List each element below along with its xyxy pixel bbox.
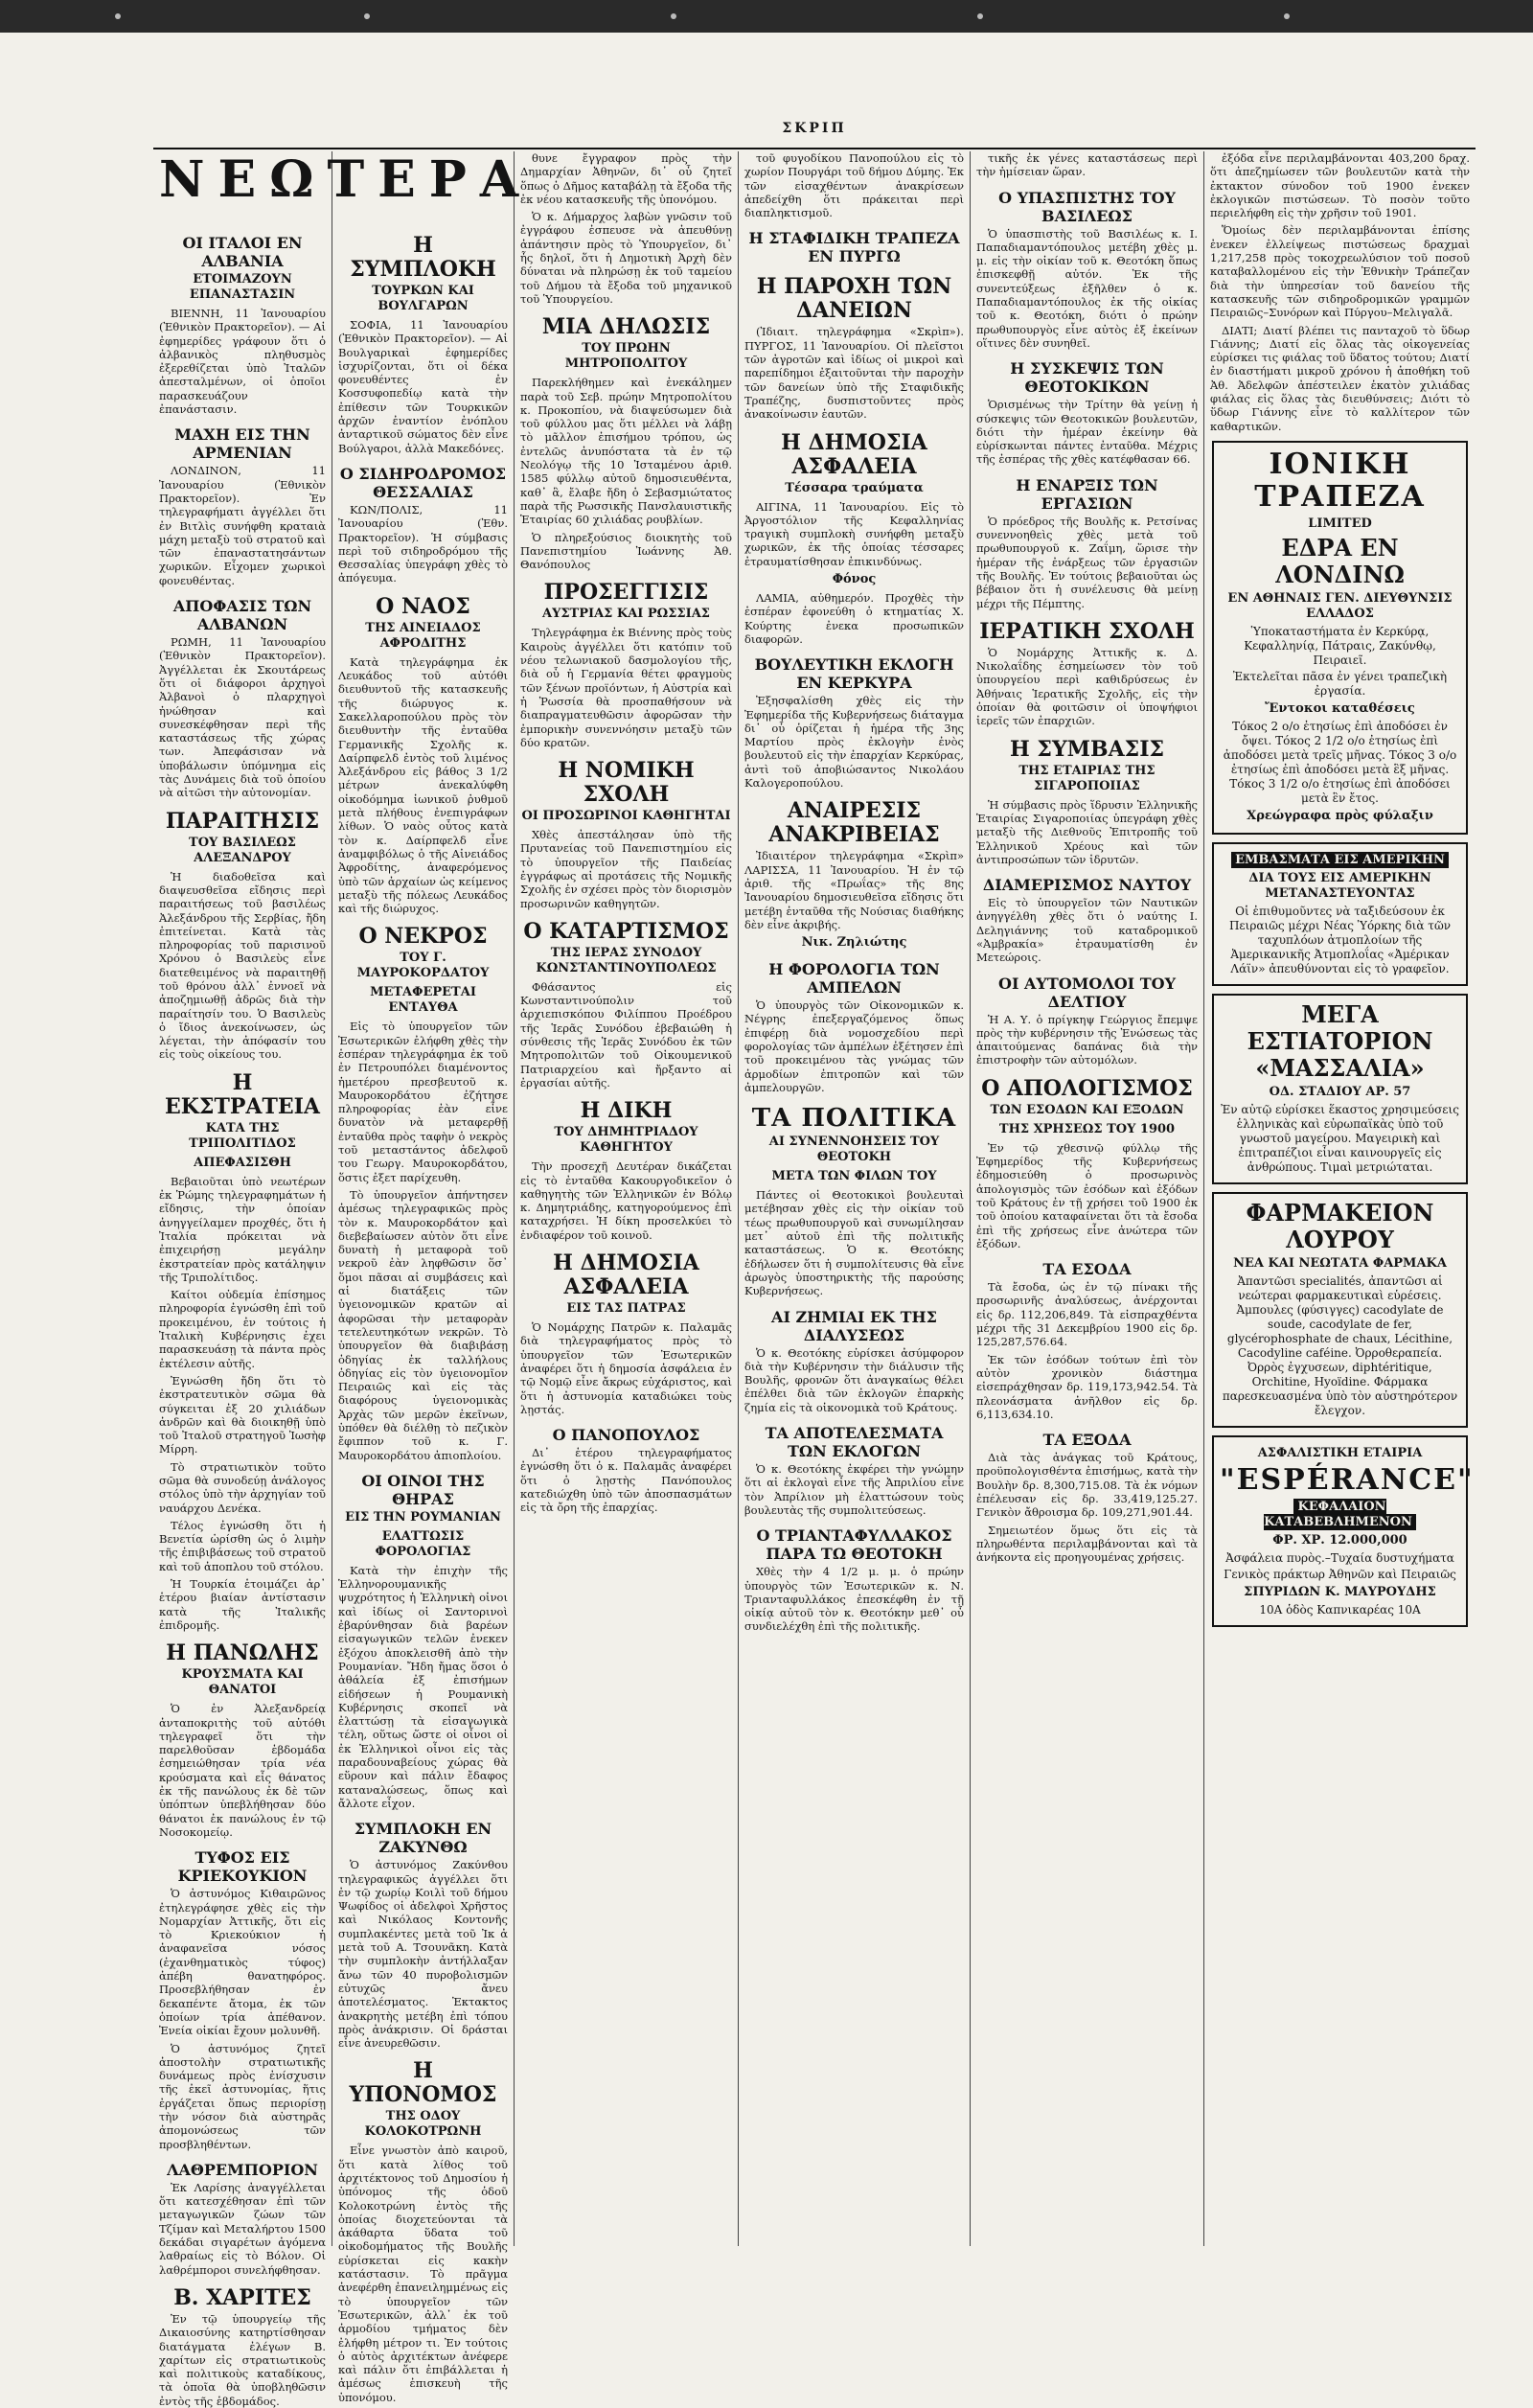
article-text: Ὁ Νομάρχης Πατρῶν κ. Παλαμᾶς διὰ τηλεγραφήματος πρὸς τὸ ὑπουργεῖον τῶν Ἐσωτερικῶν ἀναφέρει ὅτι ἡ δημοσία ἀσφάλεια ἐν τῷ Νομῷ εἶνε ἄκρως εὐχάριστος, καὶ ὅτι ἡ ἀστυνομία καταδιώκει τοὺς λῃστάς.: [520, 1320, 732, 1416]
ad-text: Ἐν αὐτῷ εὑρίσκει ἕκαστος χρησιμεύσεις ἑλληνικὰς καὶ εὐρωπαϊκὰς ὑπὸ τοῦ γνωστοῦ μαγείρου. Μαγειρικὴ καὶ ἐπιτραπέζιοι εἶναι καινουργεῖς εἰς ἀνθρώπους. Τιμαὶ μετριώταται.: [1221, 1102, 1459, 1174]
article-heading: Η ΣΤΑΦΙΔΙΚΗ ΤΡΑΠΕΖΑ ΕΝ ΠΥΡΓΩ: [748, 229, 960, 266]
article-text: Βεβαιοῦται ὑπὸ νεωτέρων ἐκ Ῥώμης τηλεγραφημάτων ἡ εἴδησις, τὴν ὁποίαν ἀνηγγείλαμεν προχθές, ὅτι ἡ Ἰταλία πρόκειται νὰ ἐπιχειρήσῃ μεγάλην ἐκστρατείαν πρὸς κατάληψιν τῆς Τριπολίτιδος.: [159, 1174, 326, 1284]
article-text: Ὁ πληρεξούσιος διοικητὴς τοῦ Πανεπιστημίου Ἰωάννης Ἀθ. Θανόπουλος: [520, 530, 732, 572]
article-subheading: Τέσσαρα τραύματα: [785, 480, 924, 495]
article-subheading: ΟΙ ΠΡΟΣΩΡΙΝΟΙ ΚΑΘΗΓΗΤΑΙ: [521, 809, 731, 824]
ad-title: ΦΑΡΜΑΚΕΙΟΝ ΛΟΥΡΟΥ: [1246, 1198, 1434, 1253]
ad-text: Οἱ ἐπιθυμοῦντες νὰ ταξιδεύσουν ἐκ Πειραιῶς μέχρι Νέας Ὑόρκης διὰ τῶν ταχυπλόων ἀτμοπλοίων τῆς Ἀμερικανικῆς Ἀτμοπλοΐας «Ἀμέρικαν Λάϊν» ἀπευθύνονται εἰς τὸ γραφεῖον.: [1228, 904, 1452, 975]
ad-ionian-bank: [1212, 441, 1468, 835]
article-subheading: ΤΟΥ Γ. ΜΑΥΡΟΚΟΡΔΑΤΟΥ: [356, 951, 490, 981]
article-heading: Η ΔΗΜΟΣΙΑ ΑΣΦΑΛΕΙΑ: [781, 429, 927, 479]
article-text: Ὁ κ. Δήμαρχος λαβὼν γνῶσιν τοῦ ἐγγράφου ἐσπευσε νὰ ἀπευθύνῃ ἀπάντησιν πρὸς τὸ Ὑπουργεῖον, δι᾽ ἧς δηλοῖ, ὅτι ἡ Δημοτικὴ Ἀρχὴ δὲν δύναται νὰ πληρώσῃ ἐκ τοῦ ταμείου τοῦ Δήμου τὰ ἔξοδα τοῦ μηχανικοῦ τοῦ Ὑπουργείου.: [520, 210, 732, 306]
column-2: [332, 224, 514, 2404]
article-text: Κατὰ τὴν ἐπιχὴν τῆς Ἑλληνορουμανικῆς ψυχρότητος ἡ Ἑλληνικὴ οἰνοι καὶ ἰδίως οἱ Σαντορινοὶ ἐβαρύνθησαν διὰ βαρέων εἰσαγωγικῶν τελῶν ἐνεκεν ἐξόχου ἀποκλεισθῆ ἀπὸ τὴν Ρουμανίαν. Ἤδη ἤμας ὅσοι ὁ ἀθάλεία ἐξ ἐπισήμων εἰδήσεων ἡ Ρουμανικὴ Κυβέρνησις σκοπεῖ νὰ ἐλαττώσῃ τὰ εἰσαγωγικὰ τέλη, οὕτως ὥστε οἱ οἶνοι οἱ ἐκ Ἑλληνικοὶ οἶνοι εἰς τὰς παραδουναβείους χώρας θὰ εὕρουν καὶ πάλιν ἔδαφος καταναλώσεως, ὅπως καὶ ἄλλοτε εἶχον.: [338, 1563, 508, 1810]
article-heading: ΛΑΘΡΕΜΠΟΡΙΟΝ: [167, 2160, 318, 2179]
article-heading: Ο ΝΑΟΣ: [376, 593, 470, 619]
article-text: ΑΙΓΙΝΑ, 11 Ἰανουαρίου. Εἰς τὸ Ἀργοστόλιον τῆς Κεφαλληνίας τραγικὴ συμπλοκὴ συνήφθη μεταξὺ χωρικῶν, ἐκ τῆς ὁποίας τέσσαρες ἐτραυματίσθησαν ἐπικινδύνως.: [744, 499, 964, 568]
article-subheading: ΜΕΤΑ ΤΩΝ ΦΙΛΩΝ ΤΟΥ: [771, 1169, 937, 1184]
ad-restaurant-massalia: [1212, 994, 1468, 1184]
article-heading: Η ΔΗΜΟΣΙΑ ΑΣΦΑΛΕΙΑ: [553, 1250, 699, 1300]
ad-title: ΜΕΓΑ ΕΣΤΙΑΤΟΡΙΟΝ: [1247, 999, 1433, 1055]
article-text: Ὁ κ. Θεοτόκης εὑρίσκει ἀσύμφορον διὰ τὴν Κυβέρνησιν τὴν διάλυσιν τῆς Βουλῆς, φρονῶν ὅτι ἀναγκαίως θέλει ἐπέλθει διὰ τῶν ἐκλογῶν ἐπαρκὴς ζημία εἰς τὰ οἰκονομικὰ τοῦ Κράτους.: [744, 1345, 964, 1414]
article-signature: Νικ. Ζηλιώτης: [801, 935, 907, 951]
article-text: Ὁ ὑπασπιστὴς τοῦ Βασιλέως κ. Ι. Παπαδιαμαντόπουλος μετέβη χθὲς μ. μ. εἰς τὴν οἰκίαν τοῦ κ. Θεοτόκη ὅπως ἐπισκεφθῇ αὐτόν. Ἐκ τῆς συνεντεύξεως ἐξῆλθεν ὁ κ. Παπαδιαμαντόπουλος ἐκ τῆς οἰκίας τοῦ κ. Θεοτόκη, διότι ὁ πρώην πρωθυπουργὸς εἶνε αὐτὸς ἐξ ἐκείνων οἵτινες δὲν συνηθεῖ.: [976, 226, 1198, 350]
article-subheading: ΕΤΟΙΜΑΖΟΥΝ ΕΠΑΝΑΣΤΑΣΙΝ: [189, 272, 296, 302]
ad-subtitle: LIMITED: [1308, 516, 1372, 531]
article-heading: Ο ΚΑΤΑΡΤΙΣΜΟΣ: [523, 918, 729, 944]
article-heading: Η ΕΝΑΡΞΙΣ ΤΩΝ ΕΡΓΑΣΙΩΝ: [1016, 475, 1158, 513]
article-text: Ὅμοίως δὲν περιλαμβάνονται ἐπίσης ἐνεκεν ἐλλείψεως πιστώσεως δραχμαὶ 1,217,258 πρὸς τοκοχρεωλύσιον τοῦ ποσοῦ καταβαλλομένου εἰς τὴν Ἐθνικὴν Τράπεζαν διὰ τὴν ὑπηρεσίαν τοῦ δανείου τῆς κατασκευῆς τῶν σιδηροδρομικῶν γραμμῶν Πειραιῶς–Συνόρων καὶ Πύργου–Μελιγαλᾶ.: [1210, 223, 1470, 320]
article-subheading: ΤΗΣ ΟΔΟΥ ΚΟΛΟΚΟΤΡΩΝΗ: [364, 2109, 482, 2140]
article-text: Ἡ σύμβασις πρὸς ἵδρυσιν Ἑλληνικῆς Ἑταιρίας Σιγαροποιίας ὑπεγράφη χθὲς μεταξὺ τῆς Διεθνοῦς Ἐπιτροπῆς τοῦ Ἑλληνικοῦ Χρέους καὶ τῶν ἀντιπροσώπων τῶν ἱδρυτῶν.: [976, 797, 1198, 866]
article-text: Τηλεγράφημα ἐκ Βιέννης πρὸς τοὺς Καιροὺς ἀγγέλλει ὅτι κατόπιν τοῦ νέου τελωνιακοῦ δασμολογίου τῆς, διὰ οὗ ἡ Γερμανία θέτει φραγμοὺς τῶν ξένων προϊόντων, ἡ Αὐστρία καὶ ἡ Ῥωσσία θὰ προσπαθήσουν νὰ διαπραγματευθῶσιν ἀφορῶσαν τὴν ἐμπορικὴν συνεννόησιν μεταξὺ τῶν δύο κρατῶν.: [520, 626, 732, 749]
article-heading: Ο ΥΠΑΣΠΙΣΤΗΣ ΤΟΥ ΒΑΣΙΛΕΩΣ: [998, 188, 1176, 225]
ad-name: "ESPÉRANCE": [1220, 1462, 1475, 1497]
article-subheading: ΚΑΤΑ ΤΗΣ ΤΡΙΠΟΛΙΤΙΔΟΣ: [189, 1120, 296, 1151]
article-heading: ΒΟΥΛΕΥΤΙΚΗ ΕΚΛΟΓΗ ΕΝ ΚΕΡΚΥΡΑ: [754, 655, 954, 693]
article-text: Ἡ Α. Υ. ὁ πρίγκηψ Γεώργιος ἔπεμψε πρὸς τὴν κυβέρνησιν τῆς Ἑνώσεως τὰς ἀπαιτούμενας δαπάνας διὰ τὴν ἐπιστροφὴν τῶν αὐτομόλων.: [976, 1012, 1198, 1067]
article-subheading: ΑΙ ΣΥΝΕΝΝΟΗΣΕΙΣ ΤΟΥ ΘΕΟΤΟΚΗ: [768, 1135, 940, 1165]
article-heading: Η ΝΟΜΙΚΗ ΣΧΟΛΗ: [558, 758, 695, 808]
ad-kinds: Ἀσφάλεια πυρὸς.–Τυχαία δυστυχήματα: [1225, 1550, 1454, 1565]
article-text: Εἰς τὸ ὑπουργεῖον τῶν Ναυτικῶν ἀνηγγέλθη χθὲς ὅτι ὁ ναύτης Ι. Δεληγιάννης τοῦ καταδρομικοῦ «Ἀμβρακία» ἐτραυματίσθη ἐν Μετεώροις.: [976, 896, 1198, 965]
article-text: Ὁ κ. Θεοτόκης ἐκφέρει τὴν γνώμην ὅτι αἱ ἐκλογαὶ εἶνε τῆς Ἀπριλίου εἶνε τὸν Ἀπρίλιον μὴ ἐλαττώσουν τοὺς βουλευτὰς τῆς συμπολιτεύσεως.: [744, 1462, 964, 1517]
article-subheading: ΤΟΥΡΚΩΝ ΚΑΙ ΒΟΥΛΓΑΡΩΝ: [372, 284, 474, 313]
article-text: Τὰ ἔσοδα, ὡς ἐν τῷ πίνακι τῆς προσωρινῆς ἀναλύσεως, ἀνέρχονται εἰς δρ. 112,206,849. Τὰ εἰσπραχθέντα μέχρι τῆς 31 Δεκεμβρίου 1900 εἰς δρ. 125,287,576.64.: [976, 1280, 1198, 1349]
article-heading: ΑΠΟΦΑΣΙΣ ΤΩΝ ΑΛΒΑΝΩΝ: [172, 597, 312, 634]
article-text: (Ἰδιαιτ. τηλεγράφημα «Σκρὶπ»). ΠΥΡΓΟΣ, 11 Ἰανουαρίου. Οἱ πλεῖστοι τῶν ἀγροτῶν καὶ ἰδίως οἱ μικροὶ καὶ παρεπίδημοι ἐξαιτοῦνται τὴν παροχὴν τῶν δανείων ὑπὸ τῆς Σταφιδικῆς Τραπέζης, δυσπιστοῦντες πρὸς ἀνακοίνωσιν ἑαυτῶν.: [744, 325, 964, 422]
article-text: Ἡ διαδοθεῖσα καὶ διαψευσθεῖσα εἴδησις περὶ παραιτήσεως τοῦ βασιλέως Ἀλεξάνδρου τῆς Σερβίας, ἤδη ἐπιτείνεται. Κατὰ τὰς πληροφορίας τοῦ παρισινοῦ Χρόνου ὁ Βασιλεὺς εἶνε διατεθειμένος νὰ παραιτηθῇ τοῦ θρόνου ἀλλ᾽ ἐννοεῖ νὰ ἀποζημιωθῇ ἀδρῶς διὰ τὴν παραίτησίν του. Ὁ Βασιλεὺς ὁ ἴδιος ἀνεκοίνωσεν, ὡς λέγεται, τὴν ἀπόφασίν του εἰς τοὺς οἰκείους του.: [159, 869, 326, 1062]
article-subheading: ΕΛΑΤΤΩΣΙΣ ΦΟΡΟΛΟΓΙΑΣ: [375, 1528, 471, 1559]
article-heading: ΤΥΦΟΣ ΕΙΣ ΚΡΙΕΚΟΥΚΙΟΝ: [177, 1848, 308, 1886]
article-text: Ὁ Νομάρχης Ἀττικῆς κ. Δ. Νικολαΐδης ἐσημείωσεν τὸν τοῦ ὑπουργείου περὶ καθιδρύσεως ἐν Ἀθήναις Ἱερατικῆς Σχολῆς, εἰς τὴν ὁποίαν θὰ φοιτῶσιν οἱ ὑποψήφιοι ἱερεῖς τῶν ἐπαρχιῶν.: [976, 645, 1198, 728]
ad-line: Ὑποκαταστήματα ἐν Κερκύρᾳ, Κεφαλληνίᾳ, Πάτραις, Ζακύνθῳ, Πειραιεῖ.: [1244, 624, 1436, 667]
ad-pharmacy-lourou: [1212, 1192, 1468, 1428]
article-text: Χθὲς τὴν 4 1/2 μ. μ. ὁ πρώην ὑπουργὸς τῶν Ἐσωτερικῶν κ. Ν. Τριανταφυλλάκος ἐπεσκέφθη ἐν τῇ οἰκίᾳ αὐτοῦ τὸν κ. Θεοτόκην μεθ᾽ οὗ συνδιελέχθη ἐπὶ τῆς πολιτικῆς.: [744, 1565, 964, 1634]
article-text: τοῦ φυγοδίκου Πανοπούλου εἰς τὸ χωρίον Πουργάρι τοῦ δήμου Δύμης. Ἐκ τῶν εἰσαχθέντων ἀνακρίσεων ἀπεδείχθη ὅτι πράκειται περὶ διαπληκτισμοῦ.: [744, 151, 964, 220]
ad-agent-label: Γενικὸς πράκτωρ Ἀθηνῶν καὶ Πειραιῶς: [1224, 1567, 1456, 1581]
article-text: Ἐκ τῶν ἐσόδων τούτων ἐπὶ τὸν αὐτὸν χρονικὸν διάστημα εἰσεπράχθησαν δρ. 119,173,942.54. Τὰ πλεονάσματα ἀνῆλθον εἰς δρ. 6,113,634.10.: [976, 1352, 1198, 1421]
ad-seat: ΕΔΡΑ ΕΝ ΛΟΝΔΙΝΩ: [1275, 533, 1405, 588]
article-text: Σημειωτέον ὅμως ὅτι εἰς τὰ πληρωθέντα περιλαμβάνονται καὶ τὰ ἀνήκοντα εἰς προηγουμένας χρήσεις.: [976, 1523, 1198, 1565]
newspaper-page: [153, 119, 1476, 2408]
article-heading: ΜΑΧΗ ΕΙΣ ΤΗΝ ΑΡΜΕΝΙΑΝ: [174, 425, 310, 463]
article-subheading: ΤΗΣ ΧΡΗΣΕΩΣ ΤΟΥ 1900: [998, 1121, 1176, 1136]
article-heading: Β. ΧΑΡΙΤΕΣ: [173, 2284, 311, 2310]
article-text: Διὰ τὰς ἀνάγκας τοῦ Κράτους, προϋπολογισθέντα ἐπισήμως, κατὰ τὴν Βουλὴν δρ. 8,300,715.08. Τὰ ἐκ νόμων ἐπέλευσαν εἰς δρ. 33,419,125.27. Γενικὸν ἄθροισμα δρ. 109,271,901.44.: [976, 1451, 1198, 1520]
ad-line: Ἔντοκοι καταθέσεις: [1265, 700, 1415, 716]
article-heading: Η ΣΥΜΠΛΟΚΗ: [350, 233, 496, 282]
column-5: [971, 151, 1203, 2246]
ad-title: ΑΣΦΑΛΙΣΤΙΚΗ ΕΤΑΙΡΙΑ: [1257, 1445, 1423, 1460]
article-text: τικῆς ἐκ γένες καταστάσεως περὶ τὴν ἡμίσειαν ὥραν.: [976, 151, 1198, 179]
article-text: Ἐκ Λαρίσης ἀναγγέλλεται ὅτι κατεσχέθησαν ἐπὶ τῶν μεταγωγικῶν ζώων τῶν Τζίμαν καὶ Μεταλήρτου 1500 δεκάδαι σιγαρέτων ἀγόμενα λαθραίως εἰς τὸ Βόλον. Οἱ λαθρέμποροι συνελήφθησαν.: [159, 2180, 326, 2277]
article-heading: ΜΙΑ ΔΗΛΩΣΙΣ: [541, 314, 711, 340]
column-3: [515, 151, 738, 2246]
article-text: ΡΩΜΗ, 11 Ἰανουαρίου (Ἐθνικὸν Πρακτορεῖον). Ἀγγέλλεται ἐκ Σκουτάρεως ὅτι οἱ διάφοροι ἀρχηγοὶ Ἀλβανοὶ ὁ πλαρχηγοὶ ἠνώθησαν καὶ συνεσκέφθησαν περὶ τῆς καταστάσεως τῆς χώρας των. Ἀπεφάσισαν νὰ ὑποβάλωσιν ὑπόμνημα εἰς τὰς Δυνάμεις διὰ τοῦ ὁποίου νὰ αἰτῶσι τὴν αὐτονομίαν.: [159, 635, 326, 800]
article-text: θυνε ἔγγραφον πρὸς τὴν Δημαρχίαν Ἀθηνῶν, δι᾽ οὗ ζητεῖ ὅπως ὁ Δῆμος καταβάλῃ τὰ ἔξοδα τῆς ἐκ νέου κατασκευῆς τῆς ὑπονόμου.: [520, 151, 732, 206]
article-heading: Ο ΣΙΔΗΡΟΔΡΟΜΟΣ ΘΕΣΣΑΛΙΑΣ: [339, 464, 507, 501]
article-subheading: ΤΗΣ ΕΤΑΙΡΙΑΣ ΤΗΣ ΣΙΓΑΡΟΠΟΙΙΑΣ: [1018, 763, 1155, 793]
article-heading: ΤΑ ΑΠΟΤΕΛΕΣΜΑΤΑ ΤΩΝ ΕΚΛΟΓΩΝ: [765, 1424, 944, 1461]
article-text: Κατὰ τηλεγράφημα ἐκ Λευκάδος τοῦ αὐτόθι διευθυντοῦ τῆς κατασκευῆς τῆς διώρυγος κ. Σακελλαροπούλου πρὸς τὸν διευθυντὴν τῆς ἐνταῦθα Γερμανικῆς Σχολῆς κ. Δαίρπφελδ ἐντὸς τοῦ λιμένος Ἀλεξάνδρου εἰς βάθος 3 1/2 μέτρων ἀνεκαλύφθη οἰκοδόμημα ἰωνικοῦ ῥυθμοῦ μετὰ πλήθους ἐνεπιγράφων λίθων. Ὁ ναὸς οὗτος κατὰ τὸν κ. Δαίρπφελδ εἶνε ἀναμφιβόλως ὁ τῆς Αἰνειάδος Ἀφροδίτης, ἀναφερόμενος ὑπὸ τῶν ἀρχαίων ὡς κείμενος μεταξὺ τῆς πόλεως Λευκάδος καὶ τῆς διώρυχος.: [338, 654, 508, 916]
article-text: Εἰς τὸ ὑπουργεῖον τῶν Ἐσωτερικῶν ἐλήφθη χθὲς τὴν ἑσπέραν τηλεγράφημα ἐκ τοῦ ἐν Πετρουπόλει διαμένοντος ἡμετέρου πρεσβευτοῦ κ. Μαυροκορδάτου ἐζήτησε πληροφορίας ἐὰν εἶνε δυνατὸν νὰ μεταφερθῇ ἐνταῦθα πρὸς ταφὴν ὁ νεκρὸς τοῦ μεταστάντος ἀδελφοῦ του Γεωργ. Μαυροκορδάτου, ὅστις ἐξετ παρίχευθη.: [338, 1020, 508, 1184]
article-heading: ΤΑ ΕΞΟΔΑ: [1042, 1431, 1132, 1450]
article-subheading: ΚΡΟΥΣΜΑΤΑ ΚΑΙ ΘΑΝΑΤΟΙ: [181, 1667, 304, 1698]
article-text: Ὁ ἐν Ἀλεξανδρείᾳ ἀνταποκριτὴς τοῦ αὐτόθι τηλεγραφεῖ ὅτι τὴν παρελθοῦσαν ἑβδομάδα ἐσημειώθησαν τρία νέα κρούσματα καὶ εἷς θάνατος ἐκ τῆς πανώλους ἐκ δὲ τῶν ὑπόπτων ὑπεβλήθησαν δύο θάνατοι ἐκ πανώλους ἐν τῷ Νοσοκομείῳ.: [159, 1702, 326, 1839]
article-heading: Η ΦΟΡΟΛΟΓΙΑ ΤΩΝ ΑΜΠΕΛΩΝ: [768, 960, 940, 998]
article-heading: ΠΡΟΣΕΓΓΙΣΙΣ: [543, 580, 709, 606]
article-subheading: Φόνος: [832, 572, 877, 587]
article-text: Τὸ ὑπουργεῖον ἀπήντησεν ἀμέσως τηλεγραφικῶς πρὸς τὸν κ. Μαυροκορδάτον καὶ διεβεβαίωσεν αὐτὸν ὅτι εἶνε δυνατὴ ἡ μεταφορὰ τοῦ νεκροῦ ἐὰν ληφθῶσιν ὅσ᾽ ὅμοι πᾶσαι αἱ συμβάσεις καὶ αἱ διατάξεις τῶν ὑγειονομικῶν κρατῶν αἱ ἀφορῶσαι τὴν μεταφορὰν τετελευτηκότων νεκρῶν. Τὸ ὑπουργεῖον θὰ διαβιβάσῃ ὁδηγίας ἐκ ταλλήλους ὁδηγίας εἰς τὸν ὑγειονομῖον Πειραιῶς καὶ εἰς τὰς διαφόρους ὑγειονομικὰς Ἀρχὰς τῶν μερῶν ἐκεῖνων, ὑπόθεν θὰ διέλθῃ τὸ πεζικὸν ἔφιππον τοῦ κ. Γ. Μαυροκορδάτου ἀπιοπλοίου.: [338, 1187, 508, 1462]
ad-title: ΙΟΝΙΚΗ ΤΡΑΠΕΖΑ: [1254, 447, 1426, 514]
article-text: Ἡ Τουρκία ἑτοιμάζει ἀρ᾽ ἑτέρου βιαίαν ἀντίστασιν κατὰ τῆς Ἰταλικῆς ἐπιδρομῆς.: [159, 1577, 326, 1632]
article-text: Ὁ ὑπουργὸς τῶν Οἰκονομικῶν κ. Νέγρης ἐπεξεργαζόμενος ὅπως ἐπιφέρῃ διὰ νομοσχεδίου περὶ φορολογίας τῶν ἀμπέλων ἐξέτησεν ἐπὶ τοῦ προκειμένου τὰς γνώμας τῶν ἀρμοδίων ἐπιτροπῶν καὶ τῶν ἀμπελουργῶν.: [744, 998, 964, 1094]
ad-branch: ΕΝ ΑΘΗΝΑΙΣ ΓΕΝ. ΔΙΕΥΘΥΝΣΙΣ ΕΛΛΑΔΟΣ: [1227, 590, 1453, 621]
article-subheading: ΤΗΣ ΑΙΝΕΙΑΔΟΣ ΑΦΡΟΔΙΤΗΣ: [365, 620, 481, 651]
article-text: Καίτοι οὐδεμία ἐπίσημος πληροφορία ἐγνώσθη ἐπὶ τοῦ προκειμένου, ἐν τούτοις ἡ Ἰταλικὴ Κυβέρνησις ἐχει παρασκευάσῃ τὰ πάντα πρὸς ἐκτέλεσιν αὐτῆς.: [159, 1288, 326, 1370]
article-subheading: ΑΥΣΤΡΙΑΣ ΚΑΙ ΡΩΣΣΙΑΣ: [542, 607, 710, 622]
article-text: ΒΙΕΝΝΗ, 11 Ἰανουαρίου (Ἐθνικὸν Πρακτορεῖον). — Αἱ ἐφημερίδες γράφουν ὅτι ὁ ἀλβανικὸς πληθυσμὸς ἐξερεθίζεται ὑπὸ Ἰταλῶν ἀπεσταλμένων, οἱ ὁποῖοι παρασκευάζουν ἐπανάστασιν.: [159, 307, 326, 417]
article-subheading: ΤΟΥ ΠΡΩΗΝ ΜΗΤΡΟΠΟΛΙΤΟΥ: [564, 341, 688, 372]
ad-capital: ΦΡ. ΧΡ. 12.000,000: [1272, 1532, 1407, 1548]
article-heading: Η ΣΥΣΚΕΨΙΣ ΤΩΝ ΘΕΟΤΟΚΙΚΩΝ: [1010, 359, 1164, 397]
ad-address: ΟΔ. ΣΤΑΔΙΟΥ ΑΡ. 57: [1269, 1084, 1411, 1099]
article-heading: Η ΕΚΣΤΡΑΤΕΙΑ: [165, 1069, 320, 1119]
ad-name: «ΜΑΣΣΑΛΙΑ»: [1255, 1053, 1425, 1082]
article-text: ΛΑΜΙΑ, αὐθημερόν. Προχθὲς τὴν ἑσπέραν ἐφονεύθη ὁ κτηματίας Χ. Κούρτης ἐνεκα προσωπικῶν διαφορῶν.: [744, 591, 964, 646]
article-heading: ΑΝΑΙΡΕΣΙΣ ΑΝΑΚΡΙΒΕΙΑΣ: [768, 798, 940, 848]
article-text: Χθὲς ἀπεστάλησαν ὑπὸ τῆς Πρυτανείας τοῦ Πανεπιστημίου εἰς τὸ ὑπουργεῖον τῆς Παιδείας ἐγγράφως αἱ προτάσεις τῆς Νομικῆς Σχολῆς ἐν σχέσει πρὸς τὸν διορισμὸν προσωρινῶν καθηγητῶν.: [520, 828, 732, 910]
ad-subtitle: ΝΕΑ ΚΑΙ ΝΕΩΤΑΤΑ ΦΑΡΜΑΚΑ: [1233, 1255, 1447, 1271]
ad-subtitle: ΔΙΑ ΤΟΥΣ ΕΙΣ ΑΜΕΡΙΚΗΝ ΜΕΤΑΝΑΣΤΕΥΟΝΤΑΣ: [1248, 870, 1431, 901]
ad-address: 10Α ὁδὸς Καπνικαρέας 10Α: [1259, 1602, 1421, 1617]
article-text: ΛΟΝΔΙΝΟΝ, 11 Ἰανουαρίου (Ἐθνικὸν Πρακτορεῖον). Ἐν τηλεγραφήματι ἀγγέλλει ὅτι ἐν Βιτλὶς συνήφθη κραταιὰ μάχη μεταξὺ τοῦ στρατοῦ καὶ τῶν ἐπαναστατησάντων χωρικῶν. Εἶχομεν χωρικοὶ φονευθέντας.: [159, 464, 326, 587]
ad-remittances-america: [1212, 842, 1468, 986]
article-heading: Ο ΑΠΟΛΟΓΙΣΜΟΣ: [981, 1075, 1193, 1101]
masthead: [153, 119, 1476, 149]
ad-text: Ἀπαντῶσι specialités, ἀπαντῶσι αἱ νεώτεραι φαρμακευτικαὶ εὑρέσεις. Ἀμπουλες (φύσιγγες) cacodylate de soude, cacodylate de fer, glycérophosphate de chaux, Lécithine, Cacodyline caféine. Ὀρροθεραπεία. Ὀρρὸς ἐγχυσεων, diphtéritique, Orchitine, Hyoïdine. Φάρμακα παρεσκευασμένα ὑπὸ τὸν αὐστηρότερον ἔλεγχον.: [1222, 1273, 1458, 1417]
article-text: Ὁ ἀστυνόμος ζητεῖ ἀποστολὴν στρατιωτικῆς δυνάμεως πρὸς ἐνίσχυσιν τῆς ἐκεῖ ἀστυνομίας, ἥτις ἐργάζεται ὅπως περιορίσῃ τὴν νόσον διὰ αὐστηρᾶς ἀπομονώσεως τῶν προσβληθέντων.: [159, 2041, 326, 2151]
article-heading: ΟΙ ΑΥΤΟΜΟΛΟΙ ΤΟΥ ΔΕΛΤΙΟΥ: [998, 974, 1176, 1011]
article-heading: ΑΙ ΖΗΜΙΑΙ ΕΚ ΤΗΣ ΔΙΑΛΥΣΕΩΣ: [771, 1307, 937, 1344]
article-heading: Ο ΤΡΙΑΝΤΑΦΥΛΛΑΚΟΣ ΠΑΡΑ ΤΩ ΘΕΟΤΟΚΗ: [756, 1526, 952, 1564]
article-heading: ΤΑ ΠΟΛΙΤΙΚΑ: [751, 1104, 957, 1134]
ad-line: Χρεώγραφα πρὸς φύλαξιν: [1247, 808, 1433, 823]
article-text: Εἶνε γνωστὸν ἀπὸ καιροῦ, ὅτι κατὰ λίθος τοῦ ἀρχιτέκτονος τοῦ Δημοσίου ἡ ὑπόνομος τῆς ὁδοῦ Κολοκοτρώνη ἐντὸς τῆς ὁποίας διοχετεύονται τὰ ἀκάθαρτα ὕδατα τοῦ οἰκοδομήματος τῆς Βουλῆς εὑρίσκεται εἰς κακὴν κατάστασιν. Τὸ πρᾶγμα ἀνεφέρθη ἐπανειλημμένως εἰς τὸ ὑπουργεῖον τῶν Ἐσωτερικῶν, ἀλλ᾽ ἐκ τοῦ ἀρμοδίου τμήματος δὲν ἐλήφθη μέτρον τι. Ἐν τούτοις ὁ αὐτὸς ἀρχιτέκτων ἀνέφερε καὶ πάλιν ὅτι ἐπιβάλλεται ἡ ἀμέσως ἐπισκευὴ τῆς ὑπονόμου.: [338, 2144, 508, 2404]
article-heading: ΠΑΡΑΙΤΗΣΙΣ: [165, 808, 320, 834]
ad-title: ΕΜΒΑΣΜΑΤΑ ΕΙΣ ΑΜΕΡΙΚΗΝ: [1231, 852, 1449, 868]
article-text: Τέλος ἐγνώσθη ὅτι ἡ Βενετία ὡρίσθη ὡς ὁ λιμὴν τῆς ἐπιβιβάσεως τοῦ στρατοῦ καὶ τοῦ ἀποπλου τοῦ στόλου.: [159, 1518, 326, 1573]
article-heading: Ο ΠΑΝΟΠΟΥΛΟΣ: [552, 1426, 700, 1445]
article-subheading: ΕΙΣ ΤΗΝ ΡΟΥΜΑΝΙΑΝ: [345, 1509, 501, 1525]
article-heading: ΟΙ ΟΙΝΟΙ ΤΗΣ ΘΗΡΑΣ: [361, 1471, 485, 1508]
article-text: Ὁρισμένως τὴν Τρίτην θὰ γείνῃ ἡ σύσκεψις τῶν Θεοτοκικῶν βουλευτῶν, διότι τὴν ἡμέραν ἐκείνην θὰ εὑρίσκωνται πάντες ἐνταῦθα. Μέχρις τῆς ἐσπέρας τῆς χθὲς κατέφθασαν 66.: [976, 398, 1198, 467]
article-subheading: ΑΠΕΦΑΣΙΣΘΗ: [194, 1155, 291, 1170]
article-subheading: ΤΩΝ ΕΣΟΔΩΝ ΚΑΙ ΕΞΟΔΩΝ: [990, 1102, 1184, 1117]
advertisement-text: ΔΙΑΤΙ; Διατί βλέπει τις πανταχοῦ τὸ ὕδωρ Γιάννης; Διατί εἰς ὅλας τὰς οἰκογενείας εὑρίσκει τις φιάλας τοῦ ὕδατος τούτου; Διατί ἐν διαστήματι μικροῦ χρόνου ἡ ἀποθήκη τοῦ Ἀθ. Ἀδελφῶν ἀπέστειλεν ἑκατὸν χιλιάδας φιάλας εἰς ὅλας τὰς διευθύνσεις; Διότι τὸ ὕδωρ Γιάννης εἶνε τὸ καλλίτερον τῶν καθαρτικῶν.: [1210, 323, 1470, 433]
article-text: Τὴν προσεχῆ Δευτέραν δικάζεται εἰς τὸ ἐνταῦθα Κακουργοδικεῖον ὁ καθηγητὴς τῶν Ἑλληνικῶν ἐν Βόλῳ κ. Δημητριάδης, κατηγορούμενος ἐπὶ καταχρήσει. Ἡ δίκη προσελκύει τὸ ἐνδιαφέρον τοῦ κοινοῦ.: [520, 1159, 732, 1242]
article-heading: Η ΠΑΝΩΛΗΣ: [166, 1640, 319, 1666]
ad-line: Τόκος 2 ο/ο ἐτησίως ἐπὶ ἀποδόσει ἐν ὄψει. Τόκος 2 1/2 ο/ο ἐτησίως ἐπὶ ἀποδόσει μετὰ τρεῖς μῆνας. Τόκος 3 ο/ο ἐτησίως ἐπὶ ἀποδόσει μετὰ ἓξ μῆνας. Τόκος 3 1/2 ο/ο ἐτησίως ἐπὶ ἀποδόσει μετὰ ἓν ἔτος.: [1223, 719, 1457, 805]
article-text: Ὁ ἀστυνόμος Ζακύνθου τηλεγραφικῶς ἀγγέλλει ὅτι ἐν τῷ χωρίῳ Κοιλὶ τοῦ δήμου Ψωφίδος οἱ ἀδελφοὶ Χρῆστος καὶ Νικόλαος Κοντονῆς συμπλακέντες μετὰ τοῦ Ἰκ ἀ μετὰ τοῦ Α. Τσουνᾶκη. Κατὰ τὴν συμπλοκὴν ἀντήλλαξαν ἄνω τῶν 40 πυροβολισμῶν εὐτυχῶς ἄνευ ἀποτελέσματος. Ἐκτακτος ἀνακρητὴς μετέβη ἐπὶ τόπου πρὸς ἀνάκρισιν. Οἱ δράσται εἶνε ἀνευρεθῶσιν.: [338, 1858, 508, 2051]
article-heading: ΤΑ ΕΣΟΔΑ: [1042, 1260, 1132, 1279]
article-heading: ΔΙΑΜΕΡΙΣΜΟΣ ΝΑΥΤΟΥ: [982, 876, 1192, 895]
column-1: [153, 224, 332, 2408]
ad-line: Ἐκτελεῖται πᾶσα ἐν γένει τραπεζικὴ ἐργασία.: [1232, 669, 1448, 698]
article-text: Ἐν τῷ χθεσινῷ φύλλῳ τῆς Ἐφημερίδος τῆς Κυβερνήσεως ἐδημοσιεύθη ὁ προσωρινὸς ἀπολογισμὸς τῶν ἐσόδων καὶ ἐξόδων τοῦ Κράτους ἐν τῇ χρήσει τοῦ 1900 ἐκ τοῦ ὁποίου καταφαίνεται ὅτι τὰ ἔσοδα ἐπὶ τῆς χρήσεως εἶνε ἀνώτερα τῶν ἐξόδων.: [976, 1140, 1198, 1250]
article-subheading: ΜΕΤΑΦΕΡΕΤΑΙ ΕΝΤΑΥΘΑ: [370, 985, 476, 1016]
article-text: Ἐν τῷ ὑπουργείῳ τῆς Δικαιοσύνης κατηρτίσθησαν διατάγματα ἐλέγων Β. χαρίτων εἰς στρατιωτικοὺς καὶ πολιτικοὺς καταδίκους, τὰ ὁποῖα θὰ ὑποβληθῶσιν ἐντὸς τῆς ἑβδομάδος.: [159, 2311, 326, 2408]
article-text: Δι᾽ ἑτέρου τηλεγραφήματος ἐγνώσθη ὅτι ὁ κ. Παλαμᾶς ἀναφέρει ὅτι ὁ λῃστὴς Πανόπουλος κατεδιώχθη ὑπὸ τῶν ἀποσπασμάτων εἰς τὰ ὄρη τῆς ἐπαρχίας.: [520, 1446, 732, 1515]
scan-top-band: [0, 0, 1533, 33]
article-text: ΚΩΝ/ΠΟΛΙΣ, 11 Ἰανουαρίου (Ἐθν. Πρακτορεῖον). Ἡ σύμβασις περὶ τοῦ σιδηροδρόμου τῆς Θεσσαλίας ὑπεγράφη χθὲς τὸ ἀπόγευμα.: [338, 502, 508, 585]
masthead-title: ΣΚΡΙΠ: [782, 121, 847, 136]
article-text: ἐξόδα εἶνε περιλαμβάνονται 403,200 δραχ. ὅτι ἀπεζημίωσεν τῶν βουλευτῶν κατὰ τὴν ἐκτακτον σύνοδον τοῦ 1900 ἐνεκεν ἐκλογικῶν πιστώσεων. Τὸ ποσὸν τοῦτο περιελήφθη εἰς τὴν χρῆσιν τοῦ 1901.: [1210, 151, 1470, 220]
article-heading: Ο ΝΕΚΡΟΣ: [358, 924, 488, 950]
article-text: Ἐξησφαλίσθη χθὲς εἰς τὴν Ἐφημερίδα τῆς Κυβερνήσεως διάταγμα δι᾽ οὗ ὁρίζεται ἡ ἡμέρα τῆς 3ης Μαρτίου πρὸς ἐκλογὴν ἐνὸς βουλευτοῦ εἰς τὴν ἐπαρχίαν Κερκύρας, ἀντὶ τοῦ ἀποβιώσαντος Νικολάου Καλογεροπούλου.: [744, 694, 964, 791]
ad-insurance-esperance: [1212, 1435, 1475, 1627]
article-text: Ὁ ἀστυνόμος Κιθαιρῶνος ἐτηλεγράφησε χθὲς εἰς τὴν Νομαρχίαν Ἀττικῆς, ὅτι εἰς τὸ Κριεκούκιον ἡ ἀναφανεῖσα νόσος (ἐχανθηματικὸς τύφος) ἀπέβη θανατηφόρος. Προσεβλήθησαν ἐν δεκαπέντε ἄτομα, ἐκ τῶν ὁποίων τρία ἀπέθανον. Ἐνεία οἰκίαι ἔχουν μολυνθῆ.: [159, 1887, 326, 2038]
article-text: Τὸ στρατιωτικὸν τοῦτο σῶμα θὰ συνοδεύῃ ἀνάλογος στόλος ὑπὸ τὴν ἀρχηγίαν τοῦ ναυάρχου Δενέκα.: [159, 1459, 326, 1515]
article-subheading: ΤΗΣ ΙΕΡΑΣ ΣΥΝΟΔΟΥ ΚΩΝΣΤΑΝΤΙΝΟΥΠΟΛΕΩΣ: [536, 945, 717, 975]
article-text: Ἐγνώσθη ἤδη ὅτι τὸ ἐκστρατευτικὸν σῶμα θὰ σύγκειται ἐξ 20 χιλιάδων ἀνδρῶν καὶ θὰ διοικηθῇ ὑπὸ τοῦ Ἰταλοῦ στρατηγοῦ Ἰωσὴφ Μίρρη.: [159, 1373, 326, 1456]
article-text: Ὁ πρόεδρος τῆς Βουλῆς κ. Ρετσίνας συνεννοηθεὶς χθὲς μετὰ τοῦ πρωθυπουργοῦ κ. Ζαΐμη, ὥρισε τὴν ἡμέραν τῆς ἐνάρξεως τῶν ἐργασιῶν τῆς Βουλῆς. Ἐν τούτοις βεβαιοῦται ὡς βέβαιον ὅτι ἡ συνέλευσις θὰ μείνῃ μέχρι τῆς Πέμπτης.: [976, 514, 1198, 610]
article-subheading: ΕΙΣ ΤΑΣ ΠΑΤΡΑΣ: [566, 1301, 686, 1317]
article-heading: Η ΣΥΜΒΑΣΙΣ: [1009, 736, 1165, 762]
article-heading: Η ΔΙΚΗ: [580, 1098, 673, 1124]
article-text: ΣΟΦΙΑ, 11 Ἰανουαρίου (Ἐθνικὸν Πρακτορεῖον). — Αἱ Βουλγαρικαὶ ἐφημερίδες ἰσχυρίζονται, ὅτι οἱ δέκα φονευθέντες ἐν Κοσσυφοπεδίῳ κατὰ τὴν ἐπίθεσιν τῶν Τουρκικῶν ἀρχῶν ἐναντίον ἐνόπλου ἀνταρτικοῦ σώματος δὲν εἶνε Βούλγαροι, ἀλλὰ Μακεδόνες.: [338, 318, 508, 455]
column-4: [739, 151, 970, 2246]
article-heading: Η ΠΑΡΟΧΗ ΤΩΝ ΔΑΝΕΙΩΝ: [756, 274, 952, 324]
article-heading: ΙΕΡΑΤΙΚΗ ΣΧΟΛΗ: [979, 618, 1195, 644]
column-6: [1204, 151, 1476, 2246]
article-heading: ΣΥΜΠΛΟΚΗ ΕΝ ΖΑΚΥΝΘΩ: [354, 1820, 492, 1857]
article-subheading: ΤΟΥ ΒΑΣΙΛΕΩΣ ΑΛΕΞΑΝΔΡΟΥ: [189, 835, 296, 865]
article-text: Πάντες οἱ Θεοτοκικοὶ βουλευταὶ μετέβησαν χθὲς εἰς τὴν οἰκίαν τοῦ τέως πρωθυπουργοῦ καὶ συνωμίλησαν μετ᾽ αὐτοῦ ἐπὶ τῆς πολιτικῆς καταστάσεως. Ὁ κ. Θεοτόκης ἐδήλωσεν ὅτι ἡ συμπολίτευσις θὰ εἶνε ἀρωγὸς ὑποστηρικτὴς τῆς παρούσης Κυβερνήσεως.: [744, 1188, 964, 1298]
article-subheading: ΤΟΥ ΔΗΜΗΤΡΙΑΔΟΥ ΚΑΘΗΓΗΤΟΥ: [554, 1125, 698, 1156]
article-text: Φθάσαντος εἰς Κωνσταντινούπολιν τοῦ ἀρχιεπισκόπου Φιλίππου Προέδρου τῆς Ἱερᾶς Συνόδου ἐβεβαιώθη ἡ σύνθεσις τῆς Ἱερᾶς Συνόδου ἐκ τῶν Μητροπολιτῶν τοῦ Οἰκουμενικοῦ Πατριαρχείου καὶ ἤρξαντο αἱ ἐργασίαι αὐτῆς.: [520, 979, 732, 1089]
section-logo: ΝΕΩΤΕΡΑ: [159, 150, 533, 209]
article-text: Ἰδιαιτέρον τηλεγράφημα «Σκρὶπ» ΛΑΡΙΣΣΑ, 11 Ἰανουαρίου. Ἡ ἐν τῷ ἀριθ. τῆς «Πρωΐας» τῆς 8ης Ἰανουαρίου δημοσιευθεῖσα εἴδησις ὅτι μετέβη ἐνταῦθα τῆς Νούσιας διαθήκης δὲν εἶνε ἀκριβής.: [744, 849, 964, 931]
article-heading: Η ΥΠΟΝΟΜΟΣ: [349, 2058, 497, 2108]
ad-agent: ΣΠΥΡΙΔΩΝ Κ. ΜΑΥΡΟΥΔΗΣ: [1244, 1584, 1436, 1599]
article-heading: ΟΙ ΙΤΑΛΟΙ ΕΝ ΑΛΒΑΝΙΑ: [182, 234, 303, 270]
article-text: Παρεκλήθημεν καὶ ἐνεκάλημεν παρὰ τοῦ Σεβ. πρώην Μητροπολίτου κ. Προκοπίου, νὰ διαψεύσωμεν διὰ τοῦ φύλλου μας ὅτι μέλλει νὰ λάβῃ τὸ μᾶλλον ἐπισήμου τρόπου, ὡς ἐντελῶς ἀνυπόστατα τὰ ἐν τῷ Νεολόγῳ τῆς 10 Ἰσταμένου ἀριθ. 1585 φύλλῳ αὐτοῦ δημοσιευθέντα, καθ᾽ ἃ, ἔλαβε ἤδη ὁ Σεβασμιώτατος παρὰ τῆς Ρωσσικῆς Πανσλαυιστικῆς Ἑταιρίας 60 χιλιάδας ρουβλίων.: [520, 376, 732, 527]
ad-capital-label: ΚΕΦΑΛΑΙΟΝ ΚΑΤΑΒΕΒΛΗΜΕΝΟΝ: [1264, 1499, 1416, 1530]
